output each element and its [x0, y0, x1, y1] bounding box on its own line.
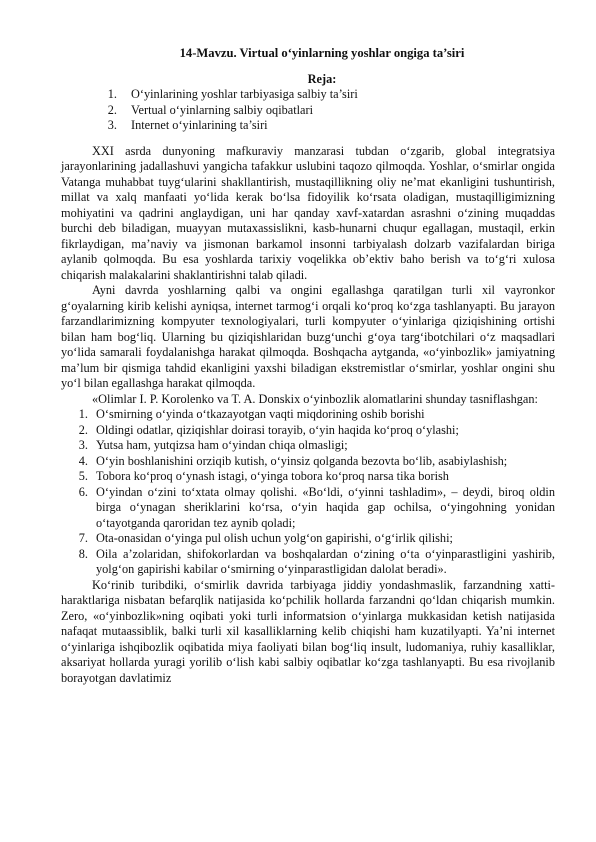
document-page — [61, 46, 555, 686]
symptom-item — [61, 469, 555, 485]
plan-item — [61, 103, 555, 119]
symptom-item — [61, 485, 555, 532]
symptom-number: 3. — [78, 438, 88, 452]
symptom-text: O‘smirning o‘yinda o‘tkazayotgan vaqti miqdorining oshib borishi — [96, 407, 425, 421]
symptom-item — [61, 407, 555, 423]
plan-item-text: Internet o‘yinlarining ta’siri — [131, 118, 268, 132]
plan-item — [61, 118, 555, 134]
symptom-item — [61, 438, 555, 454]
symptom-number: 1. — [78, 407, 88, 421]
symptom-text: Oila a’zolaridan, shifokorlardan va boshqalardan o‘zining o‘ta o‘yinparastligini yashirib, yolg‘on gapirishi kabilar o‘smirning o‘yinparastligidan dalolat beradi». — [96, 546, 555, 576]
plan-item-text: Vertual o‘yinlarning salbiy oqibatlari — [131, 102, 314, 117]
symptom-item — [61, 423, 555, 439]
paragraph-ideas: Ayni davrda yoshlarning qalbi va ongini egallashga qaratilgan turli xil vayronkor g‘oyalarning kirib kelishi ayniqsa, internet tarmog‘i orqali ko‘proq ko‘zga tashlanyapti. Bu jarayon farzandlarimizning kompyuter texnologiyalari, turli kompyuter o‘yinlariga qiziqishining ortishi bilan ham bog‘liq. Ularning bu qiziqishlaridan buzg‘unchi g‘oya targ‘ibotchilari o‘z maqsadlari yo‘lida samarali foydalanishga harakat qilmoqda. Boshqacha aytganda, «o‘yinbozlik» jamiyatning ma’lum bir qismiga tahdid ekanligini yaxshi biladigan ekstremistlar o‘smirlar, yoshlar ongini shu yo‘l bilan egallashga harakat qilmoqda. — [61, 283, 555, 390]
plan-item — [61, 87, 555, 103]
symptom-text: O‘yin boshlanishini orziqib kutish, o‘yinsiz qolganda bezovta bo‘lib, asabiylashish; — [96, 453, 508, 468]
symptom-number: 4. — [78, 453, 88, 468]
symptom-text: Tobora ko‘proq o‘ynash istagi, o‘yinga tobora ko‘proq narsa tika borish — [96, 469, 449, 483]
document-title: 14-Mavzu. Virtual o‘yinlarning yoshlar ongiga ta’siri — [179, 46, 465, 60]
paragraph-scientists: «Olimlar I. P. Korolenko va T. A. Donskix o‘yinbozlik alomatlarini shunday tasniflashgan: — [92, 391, 538, 406]
symptom-text: Oldingi odatlar, qiziqishlar doirasi torayib, o‘yin haqida ko‘proq o‘ylashi; — [96, 422, 459, 437]
plan-item-number: 2. — [107, 102, 117, 117]
paragraph-conclusion: Ko‘rinib turibdiki, o‘smirlik davrida tarbiyaga jiddiy yondashmaslik, farzandning xatti-haraktlariga nisbatan befarqlik natijasida ko‘pchilik hollarda farzandni qo‘ldan chiqarish mumkin. Zero, «o‘yinbozlik»ning oqibati yoki turli informatsion o‘yinlarga mukkasidan ketish natijasida nafaqat mutaassiblik, balki turli xil kasalliklarning kelib chiqishi ham kuzatilyapti. Ya’ni internet o‘yinlariga ishqibozlik oqibatida miya faoliyati bilan bog‘liq insult, ludomaniya, ruhiy kasalliklar, aksariyat hollarda yuragi yorilib o‘lish kabi salbiy oqibatlar ko‘zga tashlanyapti. Bu esa rivojlanib borayotgan davlatimiz — [61, 577, 555, 685]
symptom-number: 8. — [78, 546, 88, 561]
symptom-number: 7. — [78, 531, 88, 545]
plan-list — [61, 87, 555, 134]
symptoms-list — [61, 407, 555, 578]
symptom-number: 6. — [78, 484, 88, 499]
symptom-number: 2. — [78, 422, 88, 437]
plan-item-text: O‘yinlarining yoshlar tarbiyasiga salbiy ta’siri — [131, 87, 358, 101]
plan-item-number: 3. — [107, 118, 117, 132]
symptom-item — [61, 454, 555, 470]
symptom-item — [61, 531, 555, 547]
symptom-number: 5. — [78, 469, 88, 483]
symptom-text: O‘yindan o‘zini to‘xtata olmay qolishi. «Bo‘ldi, o‘yinni tashladim», – deydi, biroq oldin birga o‘ynagan sheriklarini ko‘rsa, o‘yin haqida gap ochilsa, o‘yingohning yonidan o‘tayotganda qaroridan tez aynib qoladi; — [96, 484, 555, 530]
symptom-item — [61, 547, 555, 578]
symptom-text: Ota-onasidan o‘yinga pul olish uchun yolg‘on gapirishi, o‘g‘irlik qilishi; — [96, 531, 453, 545]
paragraph-intro: XXI asrda dunyoning mafkuraviy manzarasi tubdan o‘zgarib, global integratsiya jarayonlarining jadallashuvi yangicha tafakkur uslubini taqozo qilmoqda. Yoshlar, o‘smirlar ongida Vatanga muhabbat tuyg‘ularini shakllantirish, mustaqillikning oliy ne’mat ekanligini tushuntirish, millat va xalq manfaati yo‘lida kerak bo‘lsa fidoyilik ko‘rsata oladigan, mustaqilligimizning mohiyatini va qadrini anglaydigan, uni har qanday xavf-xatardan asrashni o‘zining muqaddas burchi deb biladigan, muayyan mutaxassislikni, kasb-hunarni chuqur egallagan, mustaqil, erkin fikrlaydigan, ma’naviy va jismonan barkamol insonni tarbiyalash dolzarb vazifalardan biriga aylanib qolmoqda. Bu esa yoshlarda tarixiy voqelikka ob’ektiv baho berish va to‘g‘ri xulosa chiqarish malakalarini shaklantirishni talab qiladi. — [61, 143, 555, 282]
plan-item-number: 1. — [107, 87, 117, 101]
plan-heading: Reja: — [307, 71, 337, 86]
symptom-text: Yutsa ham, yutqizsa ham o‘yindan chiqa olmasligi; — [96, 438, 348, 452]
